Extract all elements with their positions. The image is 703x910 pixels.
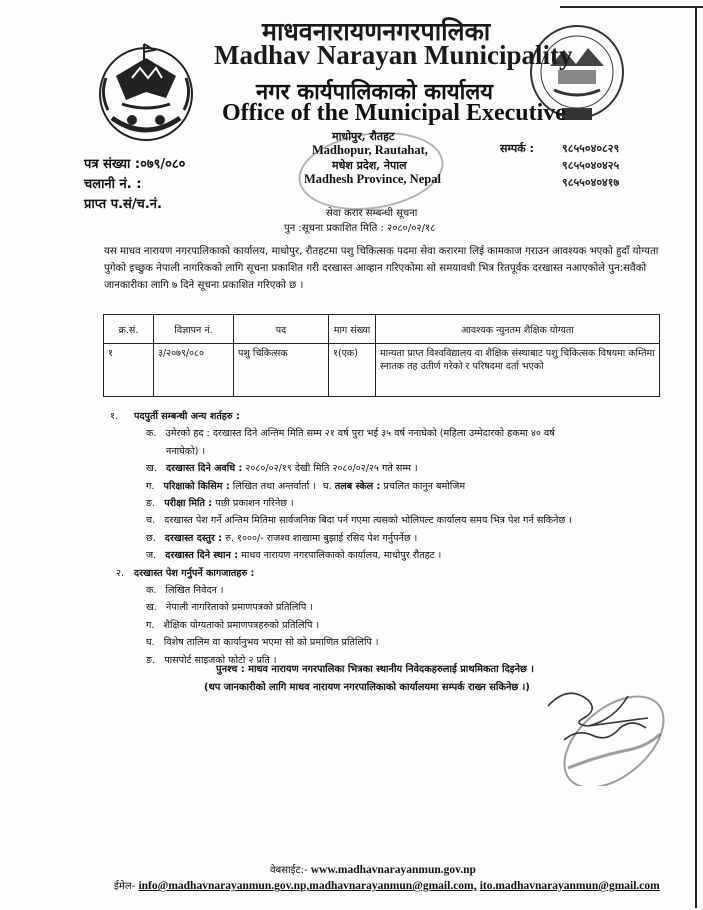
item-label: घ. [146,637,155,649]
municipality-name-nepali: माधवनारायणनगरपालिका [262,17,491,46]
item-text: माधव नारायण नगरपालिकाको कार्यालय, माधोपुर रौतहट । [241,550,442,562]
item-text: प्रचलित कानुन बमोजिम [383,480,466,492]
section-number: १. [110,411,119,422]
item-text: नेपाली नागरिताको प्रमाणपत्रको प्रतिलिपि । [165,602,314,614]
table-cell-count: १(एक) [329,344,376,397]
dispatch-number: चलानी नं. : [84,177,142,192]
list-item [110,408,670,425]
signature-stamp-icon [528,676,678,786]
email-label: ईमेल- [114,881,136,892]
contact-phone-2: ९८५५०४०४२५ [562,159,620,172]
list-item [110,547,670,564]
list-item [110,495,670,512]
item-text: पासपोर्ट साइजको फोटो २ प्रति । [164,654,277,666]
item-text: पछी प्रकाशन गरिनेछ । [215,498,294,510]
address-english-line1: Madhopur, Rautahat, [312,143,428,157]
table-header-cell: पद [234,315,329,344]
office-name-english: Office of the Municipal Executive [222,100,566,126]
postscript-note: पुनश्च : माधव नारायण नगरपालिका भित्रका स्थानीय निवेदकहरुलाई प्राथमिकता दिइनेछ । [216,664,535,675]
item-bold: तलब स्केल : [334,480,381,492]
letter-number: पत्र संख्या :०७९/०८० [84,157,186,172]
nepal-emblem-icon [92,38,200,146]
item-label: ङ. [146,654,156,666]
item-label: च. [146,515,156,527]
list-item [110,634,670,651]
list-item [110,530,670,547]
list-item [110,582,670,599]
table-cell-post: पशु चिकित्सक [234,344,329,397]
address-nepali-line1: माधोपुर, रौतहट [332,130,395,143]
table-header-row [104,315,660,344]
list-item [110,512,670,529]
section-title: पदपुर्ती सम्बन्धी अन्य शर्तहरु : [134,411,240,422]
website-line [270,862,476,876]
item-text: लिखित तथा अन्तर्वार्ता । [232,480,316,492]
list-item [110,443,670,460]
item-text: लिखित निवेदन । [165,585,224,597]
item-label: ग. [146,619,155,631]
item-bold: परीक्षा मिति : [164,498,213,510]
item-bold: दरखास्त दिने स्थान : [165,550,239,562]
table-header-cell: आवश्यक न्युनतम शैक्षिक योग्यता [376,315,660,344]
address-english-line2: Madhesh Province, Nepal [304,172,441,186]
item-text: शैक्षिक योग्यताको प्रमाणपत्रहरुको प्रतिलिपि । [163,619,320,631]
item-label: ज. [146,550,157,562]
item-text: २०८०/०२/१९ देखी मिति २०८०/०२/२५ गते सम्म । [245,463,418,475]
item-label: क. [146,428,157,440]
notice-republish-date: पुन :सूचना प्रकाशित मिति : २०८०/०२/१८ [284,223,436,234]
item-label: ङ. [146,498,156,510]
table-cell-advert-no: ३/२०७९/०८० [154,344,234,397]
table-header-cell: क्र.सं. [104,315,154,344]
table-cell-qualification: मान्यता प्राप्त विश्वविद्यालय वा शैक्षिक संस्थाबाट पशु चिकित्सक विषयमा कम्तिमा स्नातक तह उतीर्ण गरेको र परिषदमा दर्ता भएको [376,344,660,397]
list-item [110,565,670,582]
table-header-cell: विज्ञापन नं. [154,315,234,344]
table-cell-serial: १ [104,344,154,397]
section-number: २. [116,567,125,579]
contact-phone-1: ९८५५०४०८२९ [562,142,620,155]
email-line [114,878,660,892]
list-item [110,478,670,495]
item-bold: दरखास्त दिने अवधि : [165,463,243,475]
item-text: दरखास्त पेश गर्ने अन्तिम मितिमा सार्वजनिक बिदा पर्न गएमा त्यसको भोलिपल्ट कार्यालय समय भित्र पेश गर्न सकिनेछ । [164,515,572,527]
item-label: क. [146,585,157,597]
list-item [110,617,670,634]
office-name-nepali: नगर कार्यपालिकाको कार्यालय [256,79,493,105]
item-text: रु. १०००/- राजश्व शाखामा बुझाई रसिद पेश गर्नुपर्नेछ । [225,532,418,544]
page-edge-shadow [695,8,697,908]
item-text: विशेष तालिम वा कार्यानुभव भएमा सो को प्रमाणित प्रतिलिपि । [163,637,379,649]
table-row [104,344,660,397]
website-url: www.madhavnarayanmun.gov.np [310,864,476,876]
municipality-name-english: Madhav Narayan Municipality [214,40,573,70]
email-link-info[interactable]: info@madhavnarayanmun.gov.np, [138,880,310,892]
item-label: ग. [146,480,155,492]
terms-section [110,408,670,669]
more-info-note: (थप जानकारीको लागि माधव नारायण नगरपालिकाको कार्यालयमा सम्पर्क राख्न सकिनेछ ।) [204,682,530,693]
received-number: प्राप्त प.सं/च.नं. [84,197,162,212]
item-label: ख. [146,463,157,475]
table-header-cell: माग संख्या [329,315,376,344]
page-edge-shadow-top [560,6,703,8]
item-label: ख. [146,602,157,614]
address-nepali-line2: मधेश प्रदेश, नेपाल [332,159,407,172]
contact-phone-3: ९८५५०४०४१७ [562,176,620,189]
notice-title: सेवा करार सम्बन्धी सूचना [326,208,418,219]
list-item [110,425,670,442]
item-bold: दरखास्त दस्तुर : [164,532,223,544]
item-text: ननाघेको) । [166,445,206,457]
section-title: दरखास्त पेश गर्नुपर्ने कागजातहरु : [134,567,255,579]
vacancy-table [103,314,660,397]
contact-label: सम्पर्क : [500,142,534,155]
list-item [110,460,670,477]
email-link-ito[interactable]: ito.madhavnarayanmun@gmail.com [479,880,660,892]
notice-body: यस माधव नारायण नगरपालिकाको कार्यालय, माधोपुर, रौतहटमा पशु चिकित्सक पदमा सेवा करारमा लिई कामकाज गराउन आवश्यक भएको हुदाँ योग्यता पुगेको इच्छुक नेपाली नागरिकको लागि सूचना प्रकाशित गरी दरखास्त आव्हान गरिएकोमा सो समयावधी भित्र रितपूर्वक दरखास्त नआएकोले पुन:सवैको जानकारीका लागि ७ दिने सूचना प्रकाशित गरिएको छ । [104,246,659,291]
item-label: छ. [146,532,156,544]
email-link-gmail[interactable]: madhavnarayanmun@gmail.com, [309,880,477,892]
item-label: घ. [322,480,332,492]
item-text: उमेरको हद : दरखास्त दिने अन्तिम मिति सम्म २१ वर्ष पुरा भई ३५ वर्ष ननाघेको (महिला उम्मेदारको हकमा ४० वर्ष [165,428,555,440]
website-label: वेबसाईट:- [270,865,308,876]
list-item [110,599,670,616]
item-bold: परिक्षाको किसिम : [163,480,230,492]
